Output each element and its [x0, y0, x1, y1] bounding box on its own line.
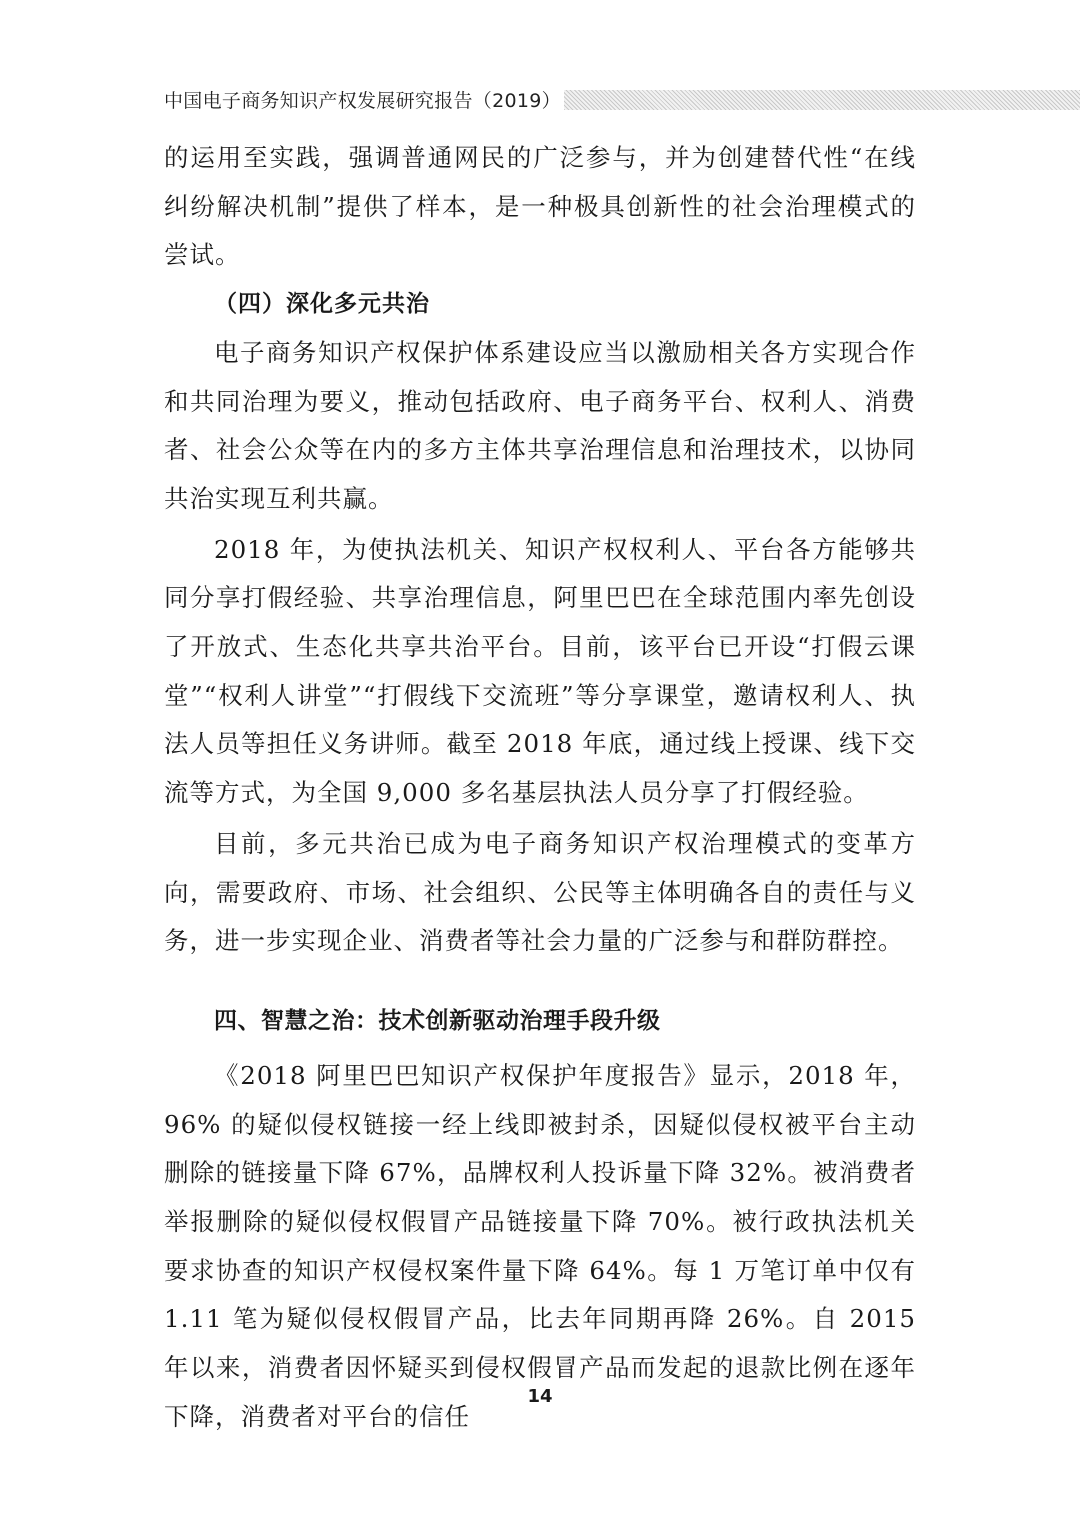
- paragraph-continued: 的运用至实践，强调普通网民的广泛参与，并为创建替代性“在线纠纷解决机制”提供了样本，是一种极具创新性的社会治理模式的尝试。: [164, 143, 916, 270]
- header-decorative-band: [564, 90, 1080, 110]
- page-number: 14: [527, 1386, 553, 1407]
- section-heading: 四、智慧之治：技术创新驱动治理手段升级: [214, 1007, 661, 1034]
- subsection-heading: （四）深化多元共治: [214, 291, 430, 318]
- paragraph: 2018 年，为使执法机关、知识产权权利人、平台各方能够共同分享打假经验、共享治理信息，阿里巴巴在全球范围内率先创设了开放式、生态化共享共治平台。目前，该平台已开设“打假云课堂”“权利人讲堂”“打假线下交流班”等分享课堂，邀请权利人、执法人员等担任义务讲师。截至 2018 年底，通过线上授课、线下交流等方式，为全国 9,000 多名基层执法人员分享了打假经验。: [164, 534, 916, 808]
- paragraph: 《2018 阿里巴巴知识产权保护年度报告》显示，2018 年，96% 的疑似侵权链接一经上线即被封杀，因疑似侵权被平台主动删除的链接量下降 67%，品牌权利人投诉量下降 32%。被消费者举报删除的疑似侵权假冒产品链接量下降 70%。被行政执法机关要求协查的知识产权侵权案件量下降 64%。每 1 万笔订单中仅有 1.11 笔为疑似侵权假冒产品，比去年同期再降 26%。自 2015 年以来，消费者因怀疑买到侵权假冒产品而发起的退款比例在逐年下降，消费者对平台的信任: [164, 1060, 916, 1431]
- paragraph: 目前，多元共治已成为电子商务知识产权治理模式的变革方向，需要政府、市场、社会组织、公民等主体明确各自的责任与义务，进一步实现企业、消费者等社会力量的广泛参与和群防群控。: [164, 828, 916, 956]
- page-body: [164, 134, 916, 1442]
- report-title: 中国电子商务知识产权发展研究报告（2019）: [164, 90, 561, 112]
- paragraph: 电子商务知识产权保护体系建设应当以激励相关各方实现合作和共同治理为要义，推动包括政府、电子商务平台、权利人、消费者、社会公众等在内的多方主体共享治理信息和治理技术，以协同共治实现互利共赢。: [164, 337, 916, 513]
- page-header: [164, 82, 1080, 114]
